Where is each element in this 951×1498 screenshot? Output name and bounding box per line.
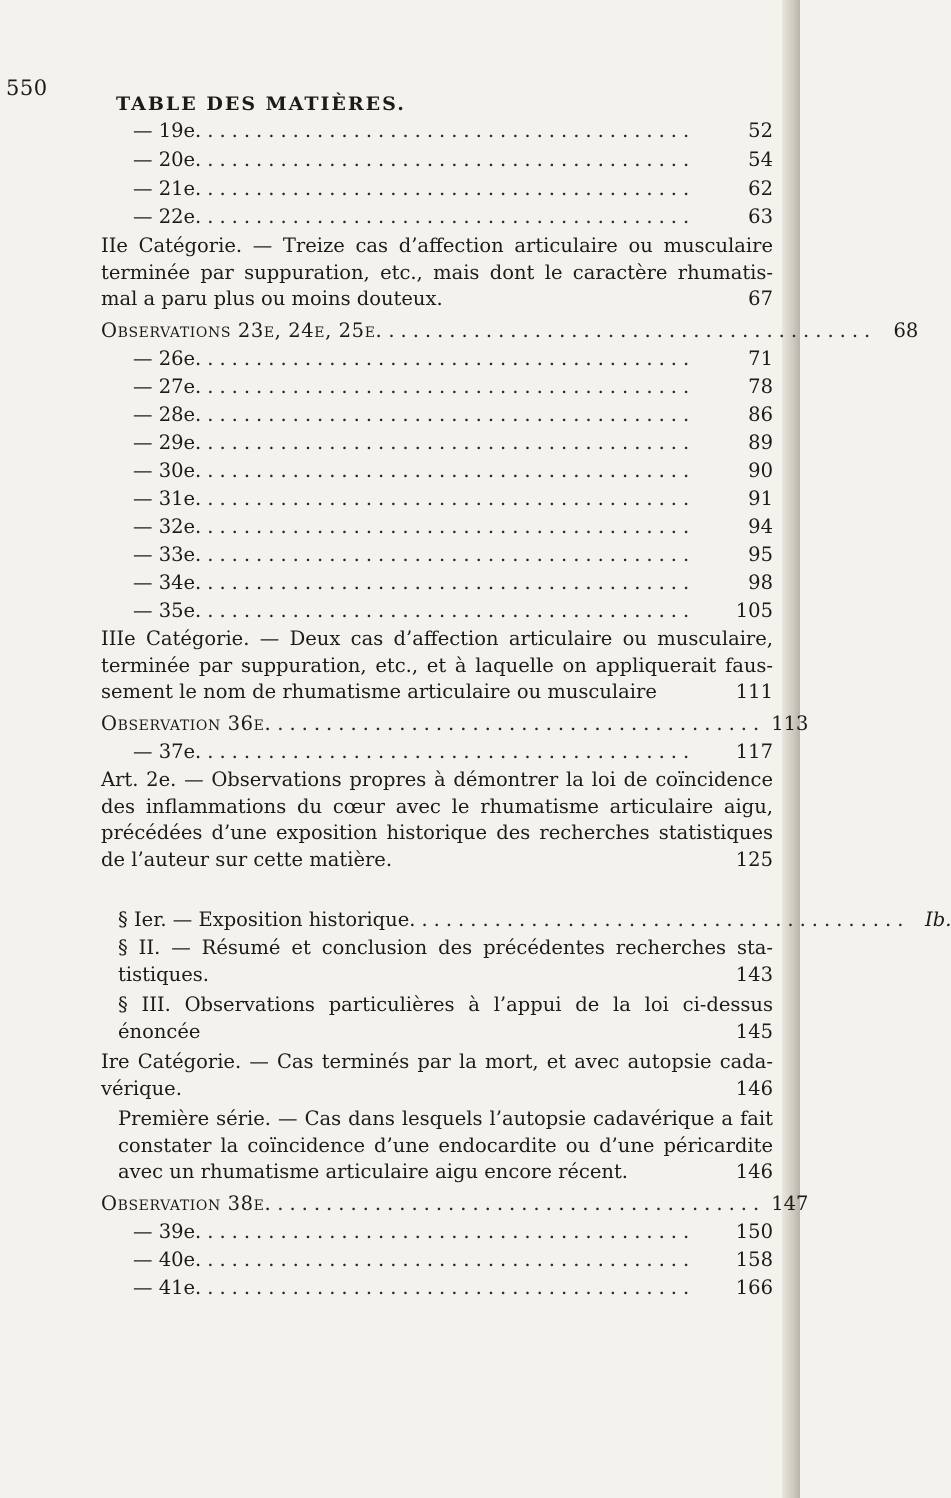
toc-entry-page: 111	[735, 680, 773, 703]
leader-dots: ........................................	[388, 319, 877, 342]
toc-entry-page: 52	[748, 119, 773, 142]
toc-entry-label: — 21e.	[133, 177, 202, 200]
toc-entry-page: 78	[748, 375, 773, 398]
toc-entry-page: 166	[735, 1276, 773, 1299]
toc-entry-obs-31	[133, 486, 773, 512]
toc-entry-page: 86	[748, 403, 773, 426]
leader-dots: ........................................	[421, 908, 910, 931]
leader-dots: ........................................	[207, 119, 696, 142]
toc-entry-label: — 31e.	[133, 487, 202, 510]
toc-entry-label: — 27e.	[133, 375, 202, 398]
toc-section-text: Première série. — Cas dans lesquels l’autopsie cadavérique a fait constater la coïncidence d’une endocardite ou d’une péricardite avec un rhumatisme articulaire aigu encore récent.	[118, 1107, 773, 1183]
toc-entry-label: — 29e.	[133, 431, 202, 454]
toc-entry-page: 71	[748, 347, 773, 370]
toc-entry-page: 113	[771, 712, 809, 735]
page-binding-edge	[782, 0, 800, 1498]
toc-entry-page: 90	[748, 459, 773, 482]
leader-dots: ........................................	[207, 543, 696, 566]
toc-entry-obs-40	[133, 1247, 773, 1273]
toc-entry-obs-28	[133, 402, 773, 428]
toc-entry-label: — 39e.	[133, 1220, 202, 1243]
toc-entry-page: 105	[735, 599, 773, 622]
toc-entry-obs-23-25	[101, 318, 919, 344]
toc-section-2	[118, 935, 773, 988]
leader-dots: ........................................	[277, 1192, 766, 1215]
leader-dots: ........................................	[207, 487, 696, 510]
page-number: 550	[6, 76, 48, 100]
toc-section-category-1	[101, 1049, 773, 1102]
leader-dots: ........................................	[207, 1220, 696, 1243]
leader-dots: ........................................	[207, 740, 696, 763]
toc-entry-label: Observation 36e.	[101, 712, 272, 735]
toc-entry-label: — 41e.	[133, 1276, 202, 1299]
toc-entry-page: 150	[735, 1220, 773, 1243]
toc-entry-obs-33	[133, 542, 773, 568]
toc-entry-page: 91	[748, 487, 773, 510]
toc-section-3	[118, 992, 773, 1045]
toc-entry-label: Observations 23e, 24e, 25e.	[101, 319, 383, 342]
toc-entry-label: — 30e.	[133, 459, 202, 482]
toc-section-article-2	[101, 767, 773, 873]
toc-entry-obs-27	[133, 374, 773, 400]
leader-dots: ........................................	[207, 375, 696, 398]
toc-section-text: Ire Catégorie. — Cas terminés par la mort, et avec autopsie cada-vérique.	[101, 1050, 773, 1100]
toc-entry-obs-37	[133, 739, 773, 765]
toc-entry-obs-20	[133, 147, 773, 173]
leader-dots: ........................................	[207, 431, 696, 454]
leader-dots: ........................................	[277, 712, 766, 735]
leader-dots: ........................................	[207, 571, 696, 594]
toc-entry-page: 68	[893, 319, 919, 342]
toc-entry-page: 89	[748, 431, 773, 454]
leader-dots: ........................................	[207, 1248, 696, 1271]
toc-entry-label: — 20e.	[133, 148, 202, 171]
toc-entry-obs-21	[133, 176, 773, 202]
toc-section-text: IIIe Catégorie. — Deux cas d’affection articulaire ou musculaire, terminée par suppuration, etc., et à laquelle on appliquerait faus-sement le nom de rhumatisme articulaire ou musculaire	[101, 627, 773, 703]
toc-entry-label: § Ier. — Exposition historique.	[118, 908, 416, 931]
leader-dots: ........................................	[207, 177, 696, 200]
toc-entry-page: 146	[735, 1160, 773, 1183]
toc-entry-label: — 32e.	[133, 515, 202, 538]
toc-entry-label: — 37e.	[133, 740, 202, 763]
toc-entry-page: Ib.	[925, 908, 951, 931]
running-title: TABLE DES MATIÈRES.	[116, 93, 406, 115]
toc-entry-label: — 33e.	[133, 543, 202, 566]
toc-entry-label: — 26e.	[133, 347, 202, 370]
toc-entry-page: 158	[735, 1248, 773, 1271]
toc-entry-obs-30	[133, 458, 773, 484]
toc-section-category-2	[101, 233, 773, 313]
toc-entry-obs-35	[133, 598, 773, 624]
toc-entry-page: 143	[735, 962, 773, 986]
toc-entry-page: 145	[735, 1019, 773, 1043]
toc-entry-page: 67	[748, 287, 773, 310]
toc-section-first-series	[118, 1106, 773, 1186]
toc-section-text: Art. 2e. — Observations propres à démontrer la loi de coïncidence des inflammations du cœur avec le rhumatisme articulaire aigu, précédées d’une exposition historique des recherches statistiques de l’auteur sur cette matière.	[101, 768, 773, 871]
toc-entry-obs-19	[133, 118, 773, 144]
toc-entry-label: — 28e.	[133, 403, 202, 426]
toc-entry-label: — 19e.	[133, 119, 202, 142]
toc-entry-obs-39	[133, 1219, 773, 1245]
toc-entry-label: — 35e.	[133, 599, 202, 622]
toc-section-text: IIe Catégorie. — Treize cas d’affection articulaire ou musculaire terminée par suppuration, etc., mais dont le caractère rhumatis-mal a paru plus ou moins douteux.	[101, 234, 773, 310]
toc-section-text: § II. — Résumé et conclusion des précédentes recherches sta-tistiques.	[118, 936, 773, 986]
toc-entry-obs-41	[133, 1275, 773, 1301]
toc-entry-obs-38	[101, 1191, 809, 1217]
toc-entry-obs-29	[133, 430, 773, 456]
leader-dots: ........................................	[207, 205, 696, 228]
toc-entry-label: Observation 38e.	[101, 1192, 272, 1215]
toc-entry-page: 62	[748, 177, 773, 200]
leader-dots: ........................................	[207, 1276, 696, 1299]
toc-entry-page: 117	[735, 740, 773, 763]
toc-entry-label: — 40e.	[133, 1248, 202, 1271]
toc-entry-page: 63	[748, 205, 773, 228]
toc-entry-obs-32	[133, 514, 773, 540]
leader-dots: ........................................	[207, 148, 696, 171]
leader-dots: ........................................	[207, 515, 696, 538]
toc-section-category-3	[101, 626, 773, 706]
toc-entry-page: 95	[748, 543, 773, 566]
toc-entry-label: — 22e.	[133, 205, 202, 228]
toc-entry-obs-22	[133, 204, 773, 230]
leader-dots: ........................................	[207, 599, 696, 622]
toc-entry-page: 125	[735, 847, 773, 871]
toc-entry-obs-36	[101, 711, 809, 737]
leader-dots: ........................................	[207, 459, 696, 482]
toc-entry-obs-34	[133, 570, 773, 596]
toc-entry-section-1	[118, 907, 951, 933]
leader-dots: ........................................	[207, 403, 696, 426]
toc-section-text: § III. Observations particulières à l’appui de la loi ci-dessus énoncée	[118, 993, 773, 1043]
leader-dots: ........................................	[207, 347, 696, 370]
toc-entry-page: 146	[735, 1076, 773, 1100]
toc-entry-page: 94	[748, 515, 773, 538]
toc-entry-page: 98	[748, 571, 773, 594]
toc-entry-page: 147	[771, 1192, 809, 1215]
toc-entry-page: 54	[748, 148, 773, 171]
toc-entry-label: — 34e.	[133, 571, 202, 594]
toc-entry-obs-26	[133, 346, 773, 372]
